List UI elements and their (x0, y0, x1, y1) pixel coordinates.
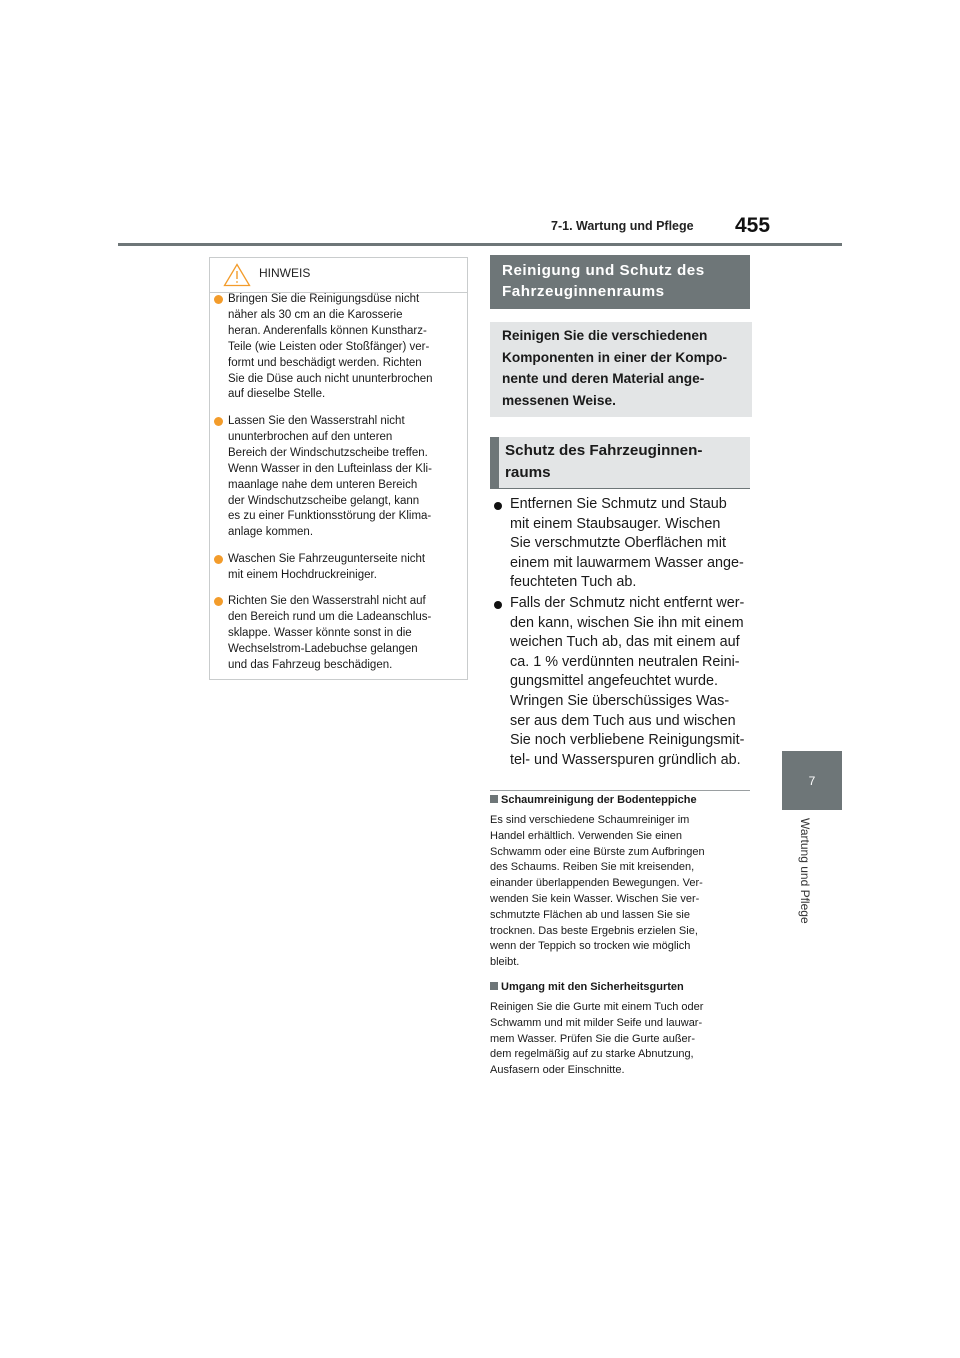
header-rule (118, 243, 842, 246)
square-bullet-icon (490, 982, 498, 990)
notice-text: Waschen Sie Fahrzeugunterseite nicht mit einem Hochdruckreiniger. (228, 553, 426, 581)
section-text: Es sind verschiedene Schaumreiniger im Handel erhältlich. Verwenden Sie einen Schwamm oder eine Bürste zum Aufbringen des Schaums. Reiben Sie mit kreisenden, einander überlappenden Bewegungen. Ver- wenden Sie kein Wasser. Wischen Sie ver- schmutzte Flächen ab und lassen Sie sie trocknen. Das beste Ergebnis erzielen Sie, wenn der Teppich so trocken wie möglich bleibt. (490, 814, 705, 969)
bullet-icon (214, 555, 223, 564)
section-title: Schaumreinigung der Bodenteppiche (490, 793, 750, 808)
section-seatbelts (490, 980, 750, 1079)
notice-title: HINWEIS (259, 266, 311, 280)
bullet-icon (214, 417, 223, 426)
section-rule (490, 790, 750, 791)
notice-item (214, 594, 464, 674)
section-header: 7-1. Wartung und Pflege (551, 219, 694, 233)
section-carpet (490, 790, 750, 971)
section-text: Reinigen Sie die Gurte mit einem Tuch oder Schwamm und mit milder Seife und lauwar- mem Wasser. Prüfen Sie die Gurte außer- dem regelmäßig auf zu starke Abnutzung, Ausfasern oder Einschnitte. (490, 1001, 704, 1077)
body-bullet (492, 495, 754, 593)
chapter-side-title: Wartung und Pflege (798, 818, 812, 924)
body-text: Entfernen Sie Schmutz und Staub mit einem Staubsauger. Wischen Sie verschmutzte Oberflächen mit einem mit lauwarmem Wasser ange- feuchteten Tuch ab. (510, 496, 744, 591)
bullet-icon (214, 295, 223, 304)
chapter-tab (782, 751, 842, 810)
body-text: Falls der Schmutz nicht entfernt wer- den kann, wischen Sie ihn mit einem weichen Tuch ab, das mit einem auf ca. 1 % verdünnten neutralen Reini- gungsmittel angefeuchtet wurde. Wringen Sie überschüssiges Was- ser aus dem Tuch aus und wischen Sie noch verbliebene Reinigungsmit- tel- und Wasserspuren gründlich ab. (510, 595, 745, 768)
notice-item (214, 414, 464, 541)
warning-triangle-icon (223, 263, 251, 287)
bullet-icon (214, 597, 223, 606)
sub-heading: Schutz des Fahrzeuginnen- raums (490, 437, 750, 489)
bullet-icon (494, 502, 502, 510)
main-heading: Reinigung und Schutz des Fahrzeuginnenraums (490, 255, 750, 309)
notice-header (210, 258, 467, 293)
notice-text: Lassen Sie den Wasserstrahl nicht ununterbrochen auf den unteren Bereich der Windschutzscheibe treffen. Wenn Wasser in den Lufteinlass der Kli- maanlage nahe dem unteren Bereich der Windschutzscheibe gelangt, kann es zu einer Funktionsstörung der Klima- anlage kommen. (228, 415, 432, 539)
square-bullet-icon (490, 795, 498, 803)
body-bullet (492, 594, 754, 770)
page-number: 455 (735, 214, 771, 237)
intro-box: Reinigen Sie die verschiedenen Komponenten in einer der Kompo- nente und deren Material ange- messenen Weise. (490, 322, 752, 417)
notice-text: Richten Sie den Wasserstrahl nicht auf den Bereich rund um die Ladeanschlus- sklappe. Wasser könnte sonst in die Wechselstrom-Ladebuchse gelangen und das Fahrzeug beschädigen. (228, 595, 432, 671)
chapter-number: 7 (808, 773, 816, 788)
notice-item (214, 292, 464, 403)
notice-box (209, 257, 468, 680)
notice-item (214, 552, 464, 584)
section-title: Umgang mit den Sicherheitsgurten (490, 980, 750, 995)
notice-text: Bringen Sie die Reinigungsdüse nicht näher als 30 cm an die Karosserie heran. Anderenfalls können Kunstharz- Teile (wie Leisten oder Stoßfänger) ver- formt und beschädigt werden. Richten Sie die Düse auch nicht ununterbrochen auf dieselbe Stelle. (228, 293, 433, 401)
bullet-icon (494, 601, 502, 609)
